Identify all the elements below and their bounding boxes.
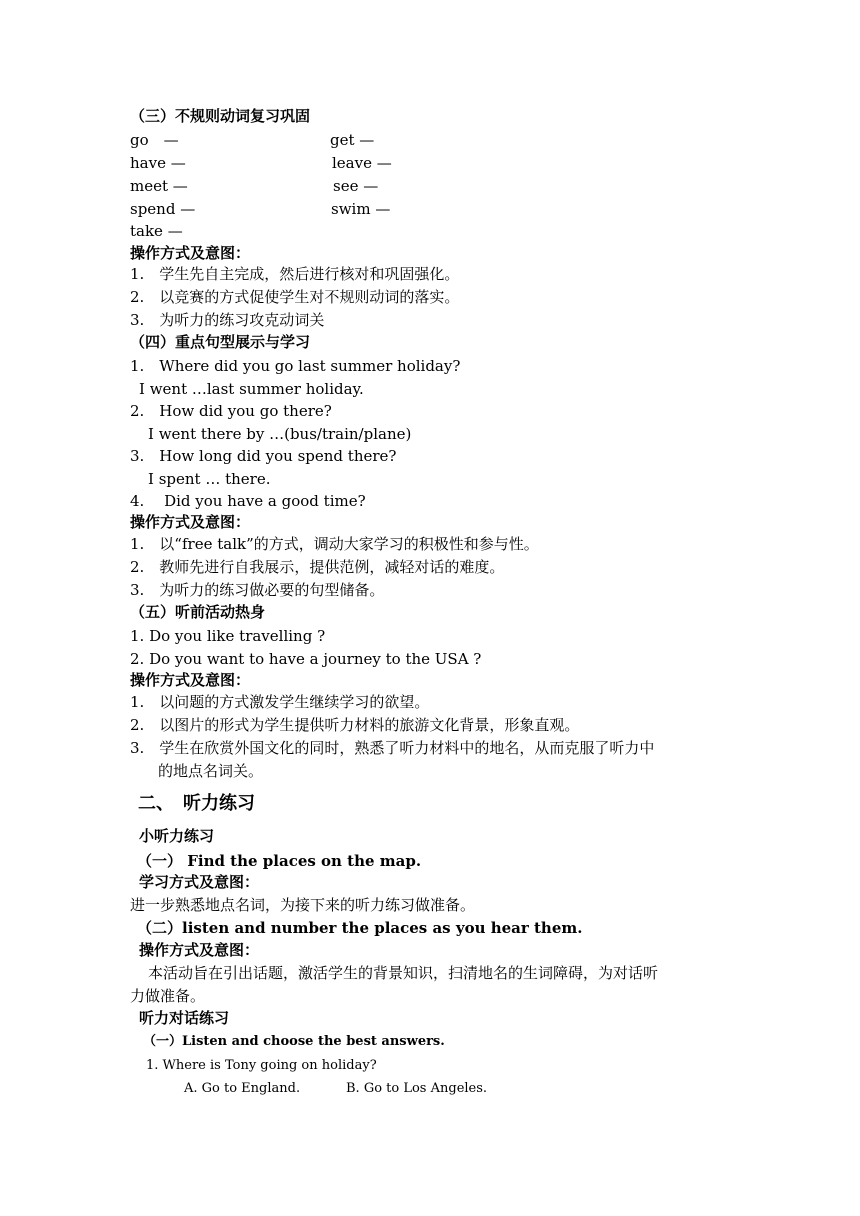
sentence-3: 3. How long did you spend there? [130,447,397,465]
exercise1-title: （一） Find the places on the map. [137,852,422,870]
section5-method-title: 操作方式及意图： [130,671,251,689]
verb-meet: meet — [130,177,188,195]
sentence-2: 2. How did you go there? [130,402,332,420]
section5-method-3-cont: 的地点名词关。 [158,762,264,780]
verb-have: have — [130,154,186,172]
section5-method-3: 3. 学生在欣赏外国文化的同时，熟悉了听力材料中的地名，从而克服了听力中 [130,739,655,757]
exercise1-method-title: 学习方式及意图： [139,873,260,891]
verb-leave: leave — [332,154,392,172]
verb-swim: swim — [331,200,391,218]
question-1: 1. Where is Tony going on holiday? [146,1058,377,1073]
verb-take: take — [130,222,183,240]
part2-heading: 二、 听力练习 [138,793,255,814]
section4-method-3: 3. 为听力的练习做必要的句型储备。 [130,581,385,599]
warmup-question-1: 1. Do you like travelling ? [130,627,326,645]
question-1-option-b: B. Go to Los Angeles. [346,1081,488,1096]
section4-method-1: 1. 以“free talk”的方式，调动大家学习的积极性和参与性。 [130,535,539,553]
exercise2-title: （二）listen and number the places as you hear them. [137,919,583,937]
section3-method-1: 1. 学生先自主完成，然后进行核对和巩固强化。 [130,265,460,283]
sentence-1-answer: I went …last summer holiday. [139,380,364,398]
section4-method-title: 操作方式及意图： [130,513,251,531]
section3-title: （三）不规则动词复习巩固 [130,107,311,125]
exercise1-method: 进一步熟悉地点名词，为接下来的听力练习做准备。 [130,896,476,914]
dialog-exercise1-title: （一）Listen and choose the best answers. [143,1034,445,1049]
exercise2-method-2: 力做准备。 [130,987,206,1005]
verb-go: go — [130,131,179,149]
section3-method-3: 3. 为听力的练习攻克动词关 [130,311,325,329]
exercise2-method-1: 本活动旨在引出话题，激活学生的背景知识，扫清地名的生词障碍，为对话听 [148,964,659,982]
question-1-option-a: A. Go to England. [184,1081,301,1096]
sentence-2-answer: I went there by …(bus/train/plane) [148,425,412,443]
exercise2-method-title: 操作方式及意图： [139,941,260,959]
sentence-4: 4. Did you have a good time? [130,492,366,510]
section4-method-2: 2. 教师先进行自我展示，提供范例，减轻对话的难度。 [130,558,505,576]
warmup-question-2: 2. Do you want to have a journey to the USA ? [130,650,482,668]
dialog-practice-title: 听力对话练习 [139,1009,230,1027]
small-listening-title: 小听力练习 [139,827,215,845]
verb-get: get — [330,131,375,149]
section4-title: （四）重点句型展示与学习 [130,333,311,351]
section5-method-1: 1. 以问题的方式激发学生继续学习的欲望。 [130,693,430,711]
verb-see: see — [333,177,379,195]
sentence-1: 1. Where did you go last summer holiday? [130,357,461,375]
section5-method-2: 2. 以图片的形式为学生提供听力材料的旅游文化背景，形象直观。 [130,716,580,734]
section3-method-2: 2. 以竞赛的方式促使学生对不规则动词的落实。 [130,288,460,306]
verb-spend: spend — [130,200,196,218]
section5-title: （五）听前活动热身 [130,603,266,621]
section3-method-title: 操作方式及意图： [130,244,251,262]
sentence-3-answer: I spent … there. [148,470,271,488]
